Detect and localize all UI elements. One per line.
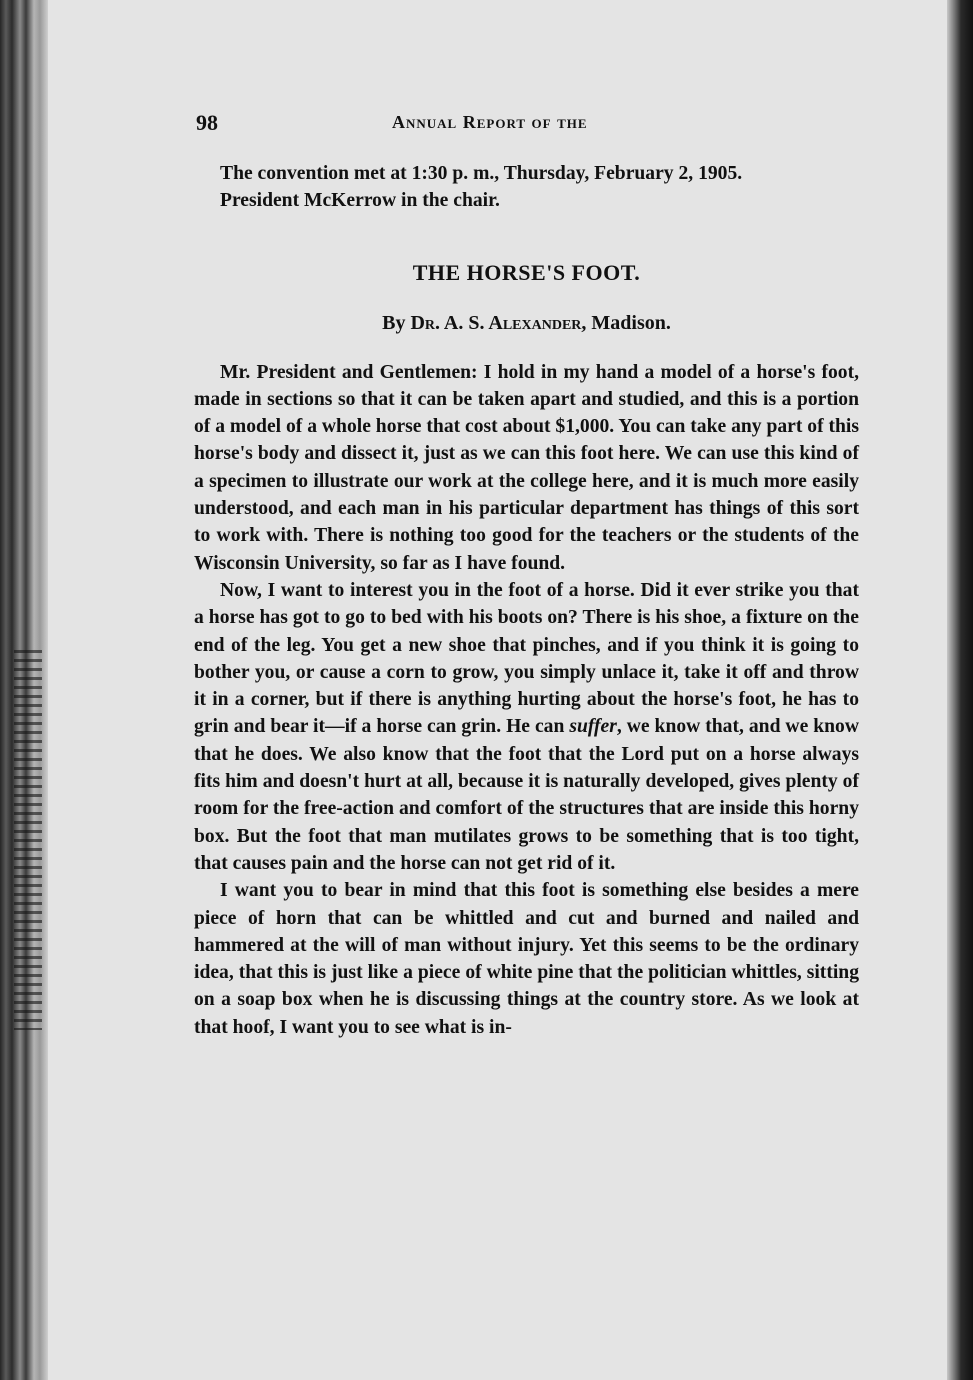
intro-chair-line: President McKerrow in the chair. xyxy=(220,190,500,212)
paragraph-2-part-a: Now, I want to interest you in the foot of a horse. Did it ever strike you that a horse has got to go to bed with his boots on? There is his shoe, a fixture on the end of the leg. You get a new shoe that pinches, and if you think it is going to bother you, or cause a corn to grow, you simply unlace it, take it off and throw it in a corner, but if there is anything hurting about the horse's foot, he has to grin and bear it—if a horse can grin. He can xyxy=(194,579,859,738)
book-binding-edge xyxy=(0,0,48,1380)
page-right-edge xyxy=(947,0,973,1380)
paragraph-2 xyxy=(194,577,859,877)
page-body xyxy=(194,160,859,1041)
paragraph-2-part-b: , we know that, and we know that he does. We also know that the foot that the Lord put on a horse always fits him and doesn't hurt at all, because it is naturally developed, gives plenty of room for the free-action and comfort of the structures that are inside this horny box. But the foot that man mutilates grows to be something that is too tight, that causes pain and the horse can not get rid of it. xyxy=(194,716,859,874)
running-header-title: Annual Report of the xyxy=(392,112,588,132)
book-page xyxy=(48,0,947,1380)
intro-paragraph: The convention met at 1:30 p. m., Thursday, February 2, 1905. xyxy=(220,163,743,184)
page-number: 98 xyxy=(196,110,218,135)
paragraph-3: I want you to bear in mind that this foot is something else besides a mere piece of horn that can be whittled and cut and burned and nailed and hammered at the will of man without injury. Yet this seems to be the ordinary idea, that this is just like a piece of white pine that the politician whittles, sitting on a soap box when he is discussing things at the country store. As we look at that hoof, I want you to see what is in- xyxy=(194,880,859,1038)
byline-suffix: , Madison. xyxy=(581,311,671,334)
article-title: THE HORSE'S FOOT. xyxy=(412,259,641,285)
paragraph-1: Mr. President and Gentlemen: I hold in my hand a model of a horse's foot, made in sections so that it can be taken apart and studied, and this is a portion of a model of a whole horse that cost about $1,000. You can take any part of this horse's body and dissect it, just as we can this foot here. We can use this kind of a specimen to illustrate our work at the college here, and it is much more easily understood, and each man in his particular department has things of this sort to work with. There is nothing too good for the teachers or the students of the Wisconsin University, so far as I have found. xyxy=(194,361,859,574)
byline-author: Dr. A. S. Alexander xyxy=(410,311,582,334)
running-header xyxy=(196,110,716,140)
byline-prefix: By xyxy=(382,311,411,334)
paragraph-2-emphasis: suffer xyxy=(569,716,617,738)
article-byline xyxy=(194,309,859,337)
